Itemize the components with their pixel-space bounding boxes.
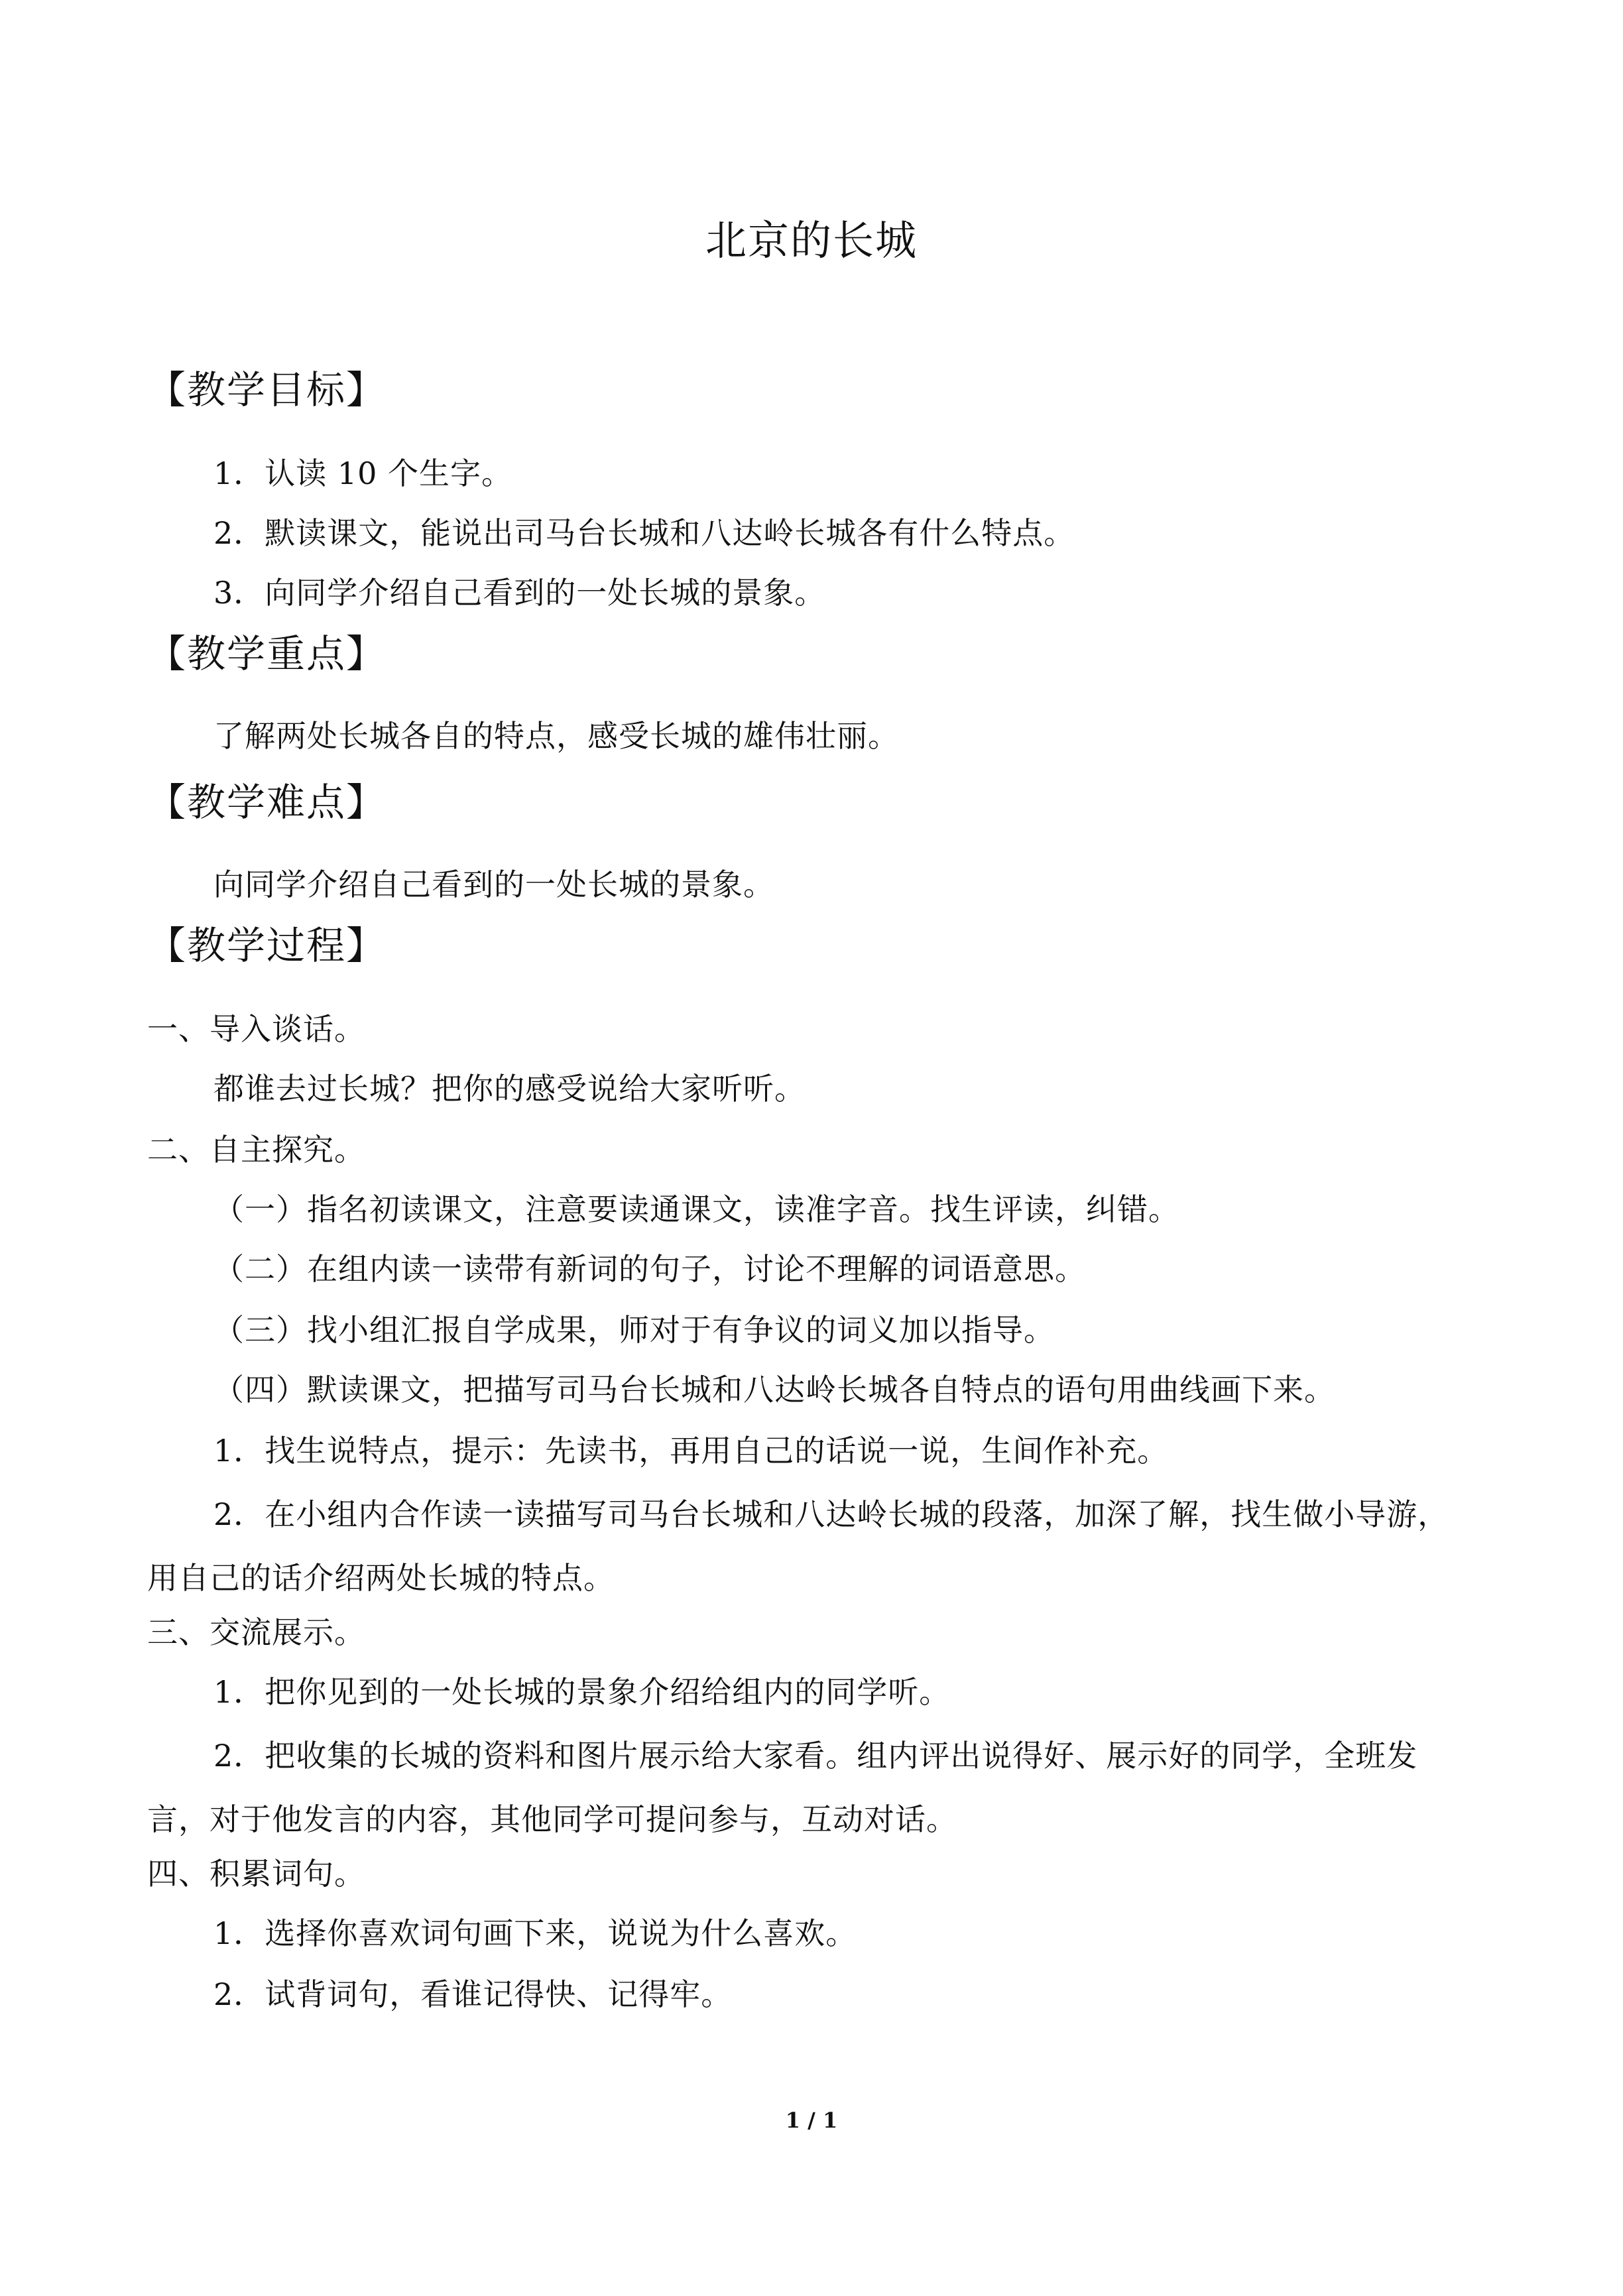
process-part-2-sub-4: （四）默读课文，把描写司马台长城和八达岭长城各自特点的语句用曲线画下来。 (213, 1372, 1335, 1408)
process-part-3-item-1: 1．把你见到的一处长城的景象介绍给组内的同学听。 (213, 1674, 951, 1710)
page-number: 1 / 1 (785, 2108, 838, 2133)
process-part-2-item-2: 2．在小组内合作读一读描写司马台长城和八达岭长城的段落，加深了解，找生做小导游，用自己的话介绍两处长城的特点。 (147, 1496, 1449, 1596)
process-part-2-sub-3: （三）找小组汇报自学成果，师对于有争议的词义加以指导。 (213, 1312, 1055, 1348)
process-part-4-item-1: 1．选择你喜欢词句画下来，说说为什么喜欢。 (213, 1915, 857, 1951)
process-part-4-title: 四、积累词句。 (147, 1856, 365, 1892)
heading-difficulties: 【教学难点】 (147, 780, 387, 825)
heading-teaching-process: 【教学过程】 (147, 923, 387, 968)
page-title: 北京的长城 (705, 216, 918, 265)
difficulties-text: 向同学介绍自己看到的一处长城的景象。 (213, 867, 774, 902)
heading-key-points: 【教学重点】 (147, 631, 387, 676)
goal-item-2: 2．默读课文，能说出司马台长城和八达岭长城各有什么特点。 (213, 515, 1075, 551)
process-part-1-title: 一、导入谈话。 (147, 1011, 365, 1047)
goal-item-3: 3．向同学介绍自己看到的一处长城的景象。 (213, 575, 826, 611)
process-part-2-sub-1: （一）指名初读课文，注意要读通课文，读准字音。找生评读，纠错。 (213, 1191, 1179, 1227)
key-points-text: 了解两处长城各自的特点，感受长城的雄伟壮丽。 (213, 718, 899, 754)
process-part-1-text: 都谁去过长城？把你的感受说给大家听听。 (213, 1071, 806, 1107)
process-part-4-item-2: 2．试背词句，看谁记得快、记得牢。 (213, 1976, 733, 2012)
process-part-3-title: 三、交流展示。 (147, 1614, 365, 1650)
process-part-3-item-2: 2．把收集的长城的资料和图片展示给大家看。组内评出说得好、展示好的同学，全班发言，对于他发言的内容，其他同学可提问参与，互动对话。 (147, 1738, 1418, 1837)
process-part-2-sub-2: （二）在组内读一读带有新词的句子，讨论不理解的词语意思。 (213, 1251, 1086, 1287)
process-part-2-item-1: 1．找生说特点，提示：先读书，再用自己的话说一说，生间作补充。 (213, 1433, 1169, 1469)
process-part-2-title: 二、自主探究。 (147, 1132, 365, 1168)
heading-teaching-goals: 【教学目标】 (147, 367, 387, 412)
goal-item-1: 1．认读 10 个生字。 (213, 455, 513, 491)
